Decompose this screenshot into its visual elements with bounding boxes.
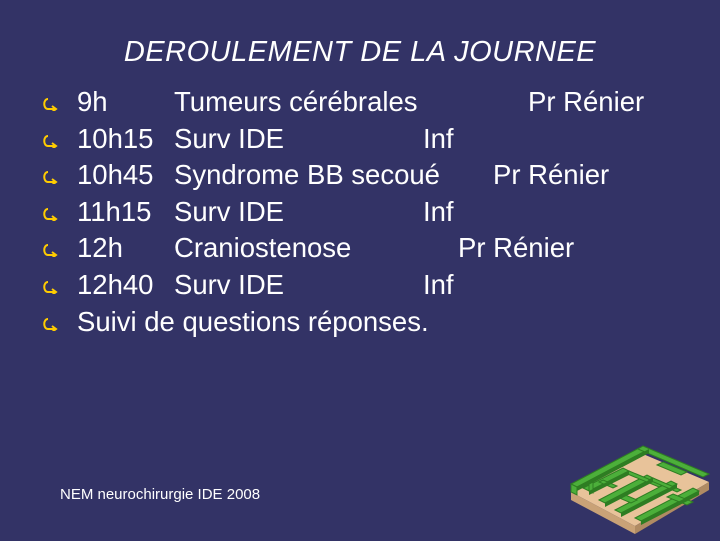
curved-arrow-bullet-icon <box>40 157 70 193</box>
agenda-time: 10h45 <box>77 159 154 191</box>
curved-arrow-bullet-icon <box>40 194 70 230</box>
curved-arrow-bullet-icon <box>40 267 70 303</box>
curved-arrow-bullet-icon <box>40 121 70 157</box>
agenda-time: 11h15 <box>77 195 152 227</box>
agenda-speaker: Pr Rénier <box>458 232 575 264</box>
agenda-topic: Craniostenose <box>174 232 352 264</box>
slide-title: DEROULEMENT DE LA JOURNEE <box>123 36 597 68</box>
maze-logo-icon <box>563 444 713 541</box>
agenda-speaker: Pr Rénier <box>528 86 645 117</box>
agenda-topic: Surv IDE <box>174 122 285 154</box>
curved-arrow-bullet-icon <box>40 230 70 266</box>
agenda-time: 9h <box>77 86 108 117</box>
agenda-speaker: Inf <box>423 195 454 227</box>
agenda-time: 12h40 <box>77 268 154 300</box>
agenda-time: 12h <box>77 232 123 264</box>
agenda-speaker: Pr Rénier <box>493 159 610 191</box>
agenda-topic: Surv IDE <box>174 195 285 227</box>
agenda-speaker: Inf <box>423 122 454 154</box>
footer-text: NEM neurochirurgie IDE 2008 <box>60 486 261 503</box>
curved-arrow-bullet-icon <box>40 84 70 120</box>
curved-arrow-bullet-icon <box>40 304 70 340</box>
agenda-topic: Tumeurs cérébrales <box>174 86 418 117</box>
agenda-time: 10h15 <box>77 122 154 154</box>
agenda-closing-text: Suivi de questions réponses. <box>77 305 429 337</box>
agenda-topic: Syndrome BB secoué <box>174 159 440 191</box>
agenda-speaker: Inf <box>423 268 454 300</box>
agenda-topic: Surv IDE <box>174 268 285 300</box>
